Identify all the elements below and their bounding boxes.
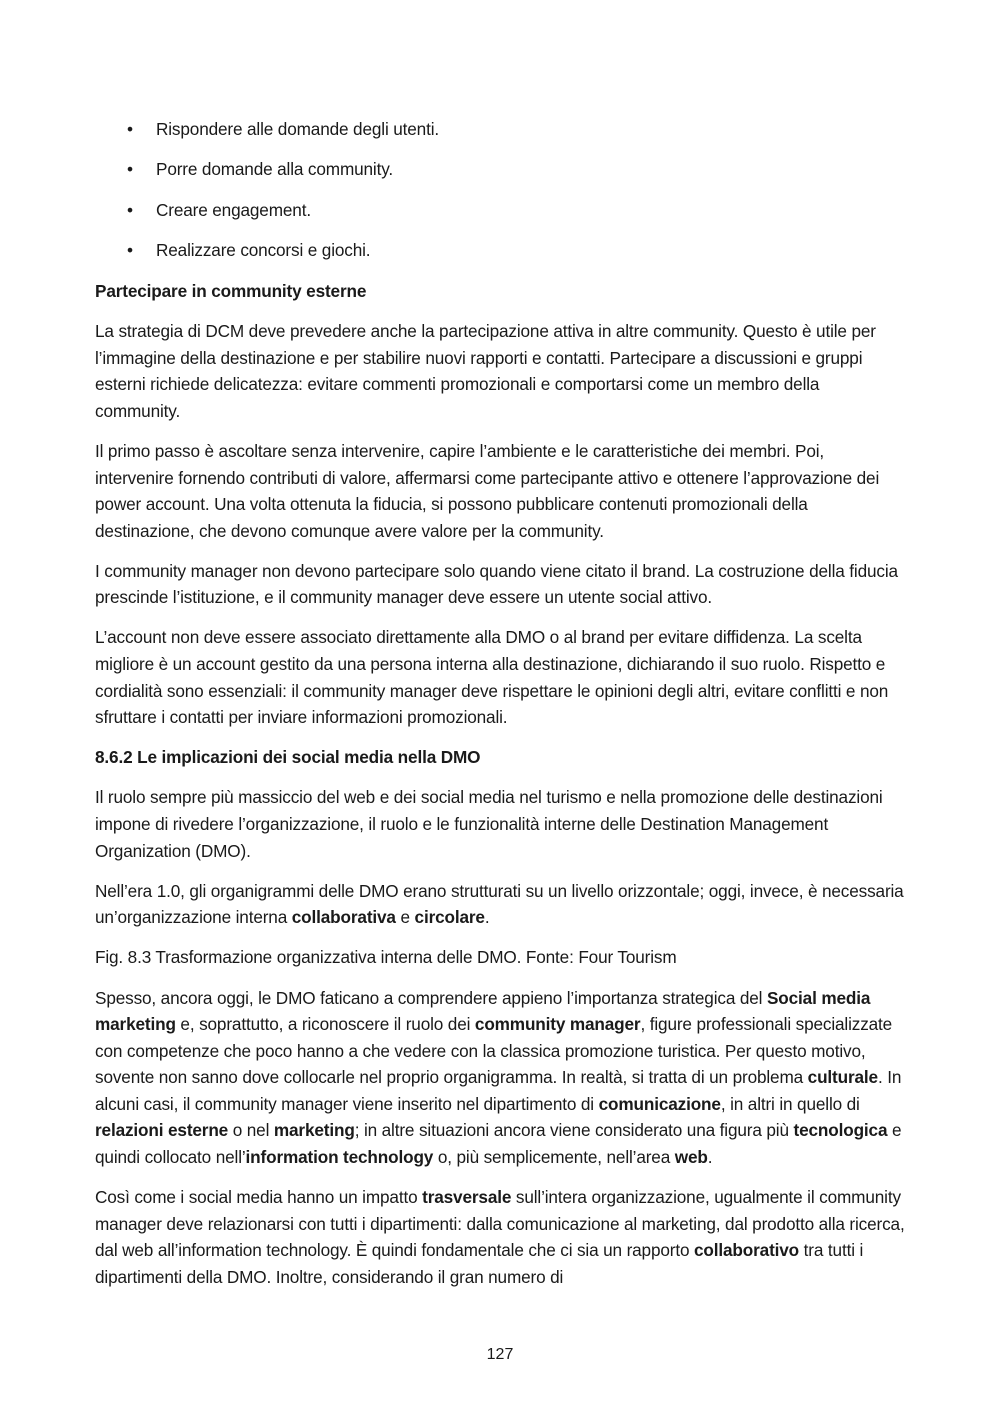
bold-term: circolare — [414, 907, 485, 928]
text-run: , in altri in quello di — [720, 1093, 860, 1114]
bold-term: trasversale — [422, 1187, 512, 1208]
text-run: Spesso, ancora oggi, le DMO faticano a comprendere appieno l’importanza strategica del — [95, 987, 767, 1008]
bold-term: web — [674, 1147, 708, 1168]
text-run: e — [395, 907, 415, 928]
bullet-text: Realizzare concorsi e giochi. — [156, 240, 371, 261]
bullet-icon: • — [127, 119, 133, 139]
figure-caption: Fig. 8.3 Trasformazione organizzativa interna delle DMO. Fonte: Four Tourism — [95, 947, 677, 968]
bold-term: marketing — [273, 1120, 355, 1141]
bullet-icon: • — [127, 159, 133, 180]
list-item — [95, 197, 905, 224]
paragraph-strategia-dcm: La strategia di DCM deve prevedere anche la partecipazione attiva in altre community. Questo è utile per l’immagine della destinazione e per stabilire nuovi rapporti e contatti. Partecipare a discussioni e gruppi esterni richiede delicatezza: evitare commenti promozionali e comportarsi come un membro della community. — [95, 321, 876, 421]
text-run: , figure professionali specializzate con competenze che poco hanno a che vedere con la classica promozione turistica. Per questo motivo, sovente non sanno dove collocarle nel proprio organigramma. In realtà, si tratta di un problema — [95, 1014, 893, 1088]
bold-term: community manager — [474, 1014, 641, 1035]
text-run: o, più semplicemente, nell’area — [433, 1147, 675, 1168]
text-run: . — [707, 1147, 713, 1168]
paragraph-fiducia: I community manager non devono partecipare solo quando viene citato il brand. La costruzione della fiducia prescinde l’istituzione, e il community manager deve essere un utente social attivo. — [95, 560, 898, 608]
paragraph-account: L’account non deve essere associato direttamente alla DMO o al brand per evitare diffidenza. La scelta migliore è un account gestito da una persona interna alla destinazione, dichiarando il suo ruolo. Rispetto e cordialità sono essenziali: il community manager deve rispettare le opinioni degli altri, evitare conflitti e non sfruttare i contatti per inviare informazioni promozionali. — [95, 627, 889, 728]
page-content — [95, 116, 905, 1304]
section-heading-dmo: 8.6.2 Le implicazioni dei social media nella DMO — [95, 747, 481, 768]
bullet-icon: • — [127, 240, 133, 261]
bold-term: information technology — [245, 1147, 434, 1168]
page-number: 127 — [486, 1346, 514, 1363]
text-run: Così come i social media hanno un impatto — [95, 1187, 423, 1208]
text-run: . In alcuni casi, il community manager viene inserito nel dipartimento di — [95, 1067, 902, 1114]
text-run: o nel — [228, 1120, 274, 1141]
bullet-text: Creare engagement. — [156, 199, 311, 220]
paragraph-primo-passo: Il primo passo è ascoltare senza intervenire, capire l’ambiente e le caratteristiche dei membri. Poi, intervenire fornendo contributi di valore, affermarsi come partecipante attivo e ottenere l’approvazione dei power account. Una volta ottenuta la fiducia, si possono pubblicare contenuti promozionali della destinazione, che devono comunque avere valore per la community. — [95, 440, 880, 541]
text-run: Nell’era 1.0, gli organigrammi delle DMO erano strutturati su un livello orizzontale; oggi, invece, è necessaria un’organizzazione interna — [95, 880, 904, 928]
bold-term: collaborativa — [291, 907, 396, 928]
text-run: sull’intera organizzazione, ugualmente il community manager deve relazionarsi con tutti i dipartimenti: dalla comunicazione al marketing, dal prodotto alla ricerca, dal web all’information technology. È quindi fondamentale che ci sia un rapporto — [95, 1187, 905, 1261]
bold-term: comunicazione — [598, 1093, 721, 1114]
bullet-text: Rispondere alle domande degli utenti. — [156, 119, 440, 139]
bold-term: collaborativo — [694, 1240, 800, 1261]
text-run: e quindi collocato nell’ — [95, 1120, 902, 1168]
list-item — [95, 237, 905, 264]
text-run: e, soprattutto, a riconoscere il ruolo dei — [175, 1014, 475, 1035]
paragraph-trasversale — [95, 1184, 905, 1290]
list-item — [95, 116, 905, 143]
paragraph-era-1-0 — [95, 878, 905, 931]
bold-term: tecnologica — [793, 1120, 888, 1141]
section-heading-community-esterne: Partecipare in community esterne — [95, 280, 367, 301]
paragraph-ruolo-web: Il ruolo sempre più massiccio del web e dei social media nel turismo e nella promozione delle destinazioni impone di rivedere l’organizzazione, il ruolo e le funzionalità interne delle Destination Management Organization (DMO). — [95, 787, 883, 861]
bold-term: culturale — [807, 1067, 878, 1088]
text-run: . — [484, 907, 490, 928]
bold-term: Social media marketing — [95, 987, 871, 1035]
list-item — [95, 156, 905, 183]
bold-term: relazioni esterne — [95, 1120, 229, 1141]
paragraph-social-media-marketing — [95, 985, 905, 1171]
bullet-icon: • — [127, 199, 133, 220]
bullet-list — [95, 116, 905, 264]
text-run: ; in altre situazioni ancora viene considerato una figura più — [354, 1120, 794, 1141]
bullet-text: Porre domande alla community. — [156, 159, 394, 180]
text-run: tra tutti i dipartimenti della DMO. Inoltre, considerando il gran numero di — [95, 1240, 864, 1287]
